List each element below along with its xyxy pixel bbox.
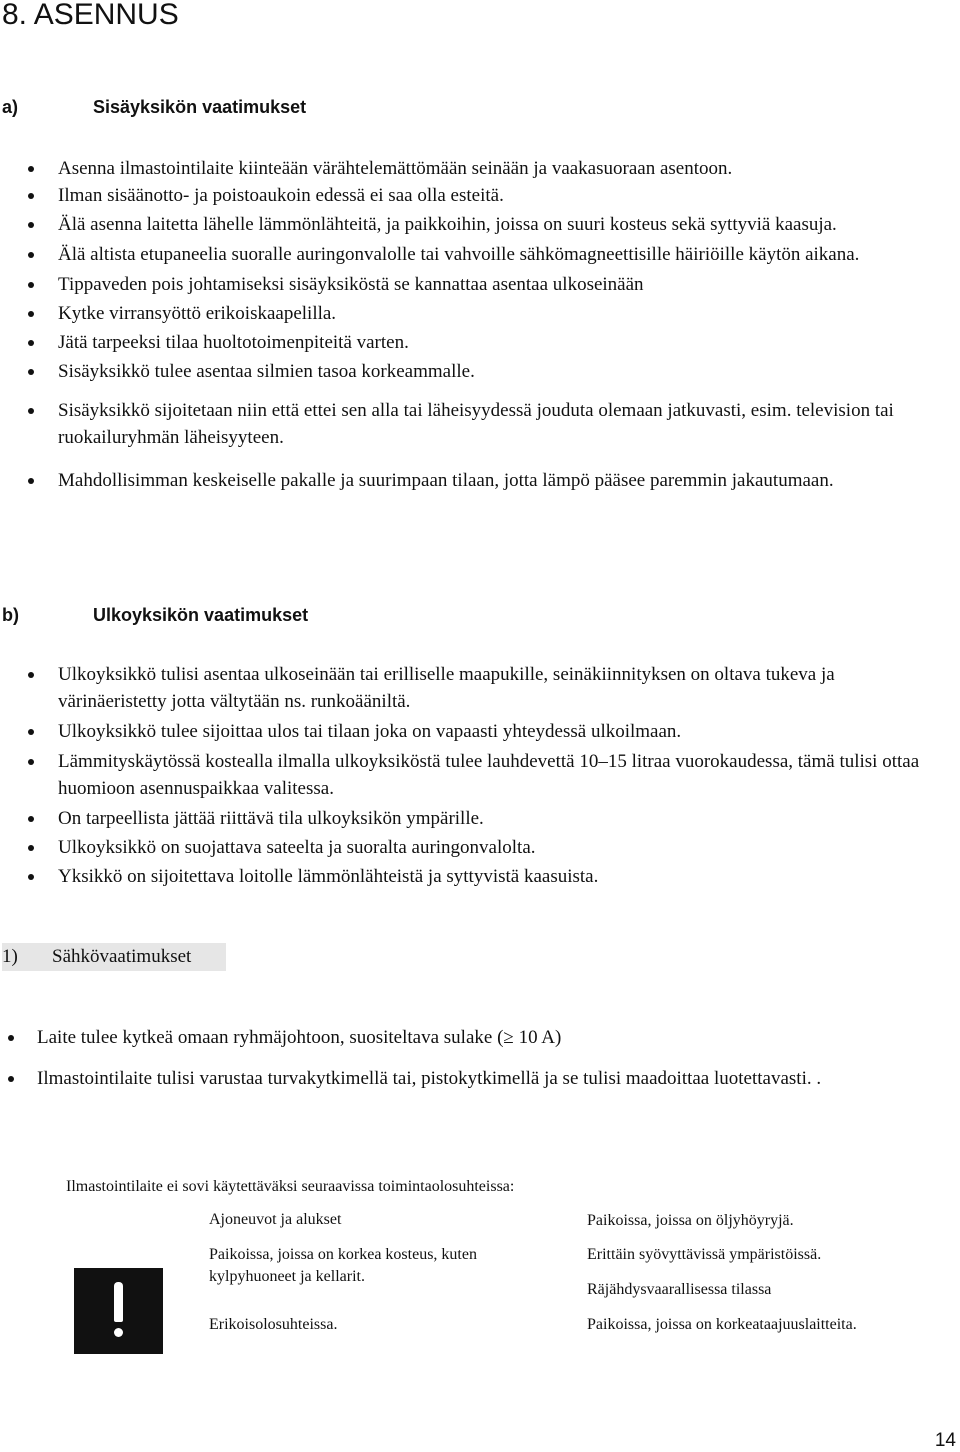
bullet-icon bbox=[8, 1035, 14, 1041]
bullet-icon bbox=[28, 311, 34, 317]
warning-left-item: Paikoissa, joissa on korkea kosteus, kuten kylpyhuoneet ja kellarit. bbox=[209, 1246, 477, 1285]
list-item: Ilmastointilaite tulisi varustaa turvakytkimellä tai, pistokytkimellä ja se tulisi maadoittaa luotettavasti. . bbox=[37, 1065, 917, 1092]
page-title: 8. ASENNUS bbox=[2, 0, 179, 31]
warning-right-item: Räjähdysvaarallisessa tilassa bbox=[587, 1281, 772, 1298]
list-item: On tarpeellista jättää riittävä tila ulkoyksikön ympärille. bbox=[58, 805, 938, 832]
section-b-title: Ulkoyksikön vaatimukset bbox=[93, 605, 309, 625]
section-1-list bbox=[37, 1024, 917, 1092]
bullet-icon bbox=[28, 282, 34, 288]
list-item: Sisäyksikkö sijoitetaan niin että ettei sen alla tai läheisyydessä jouduta olemaan jatkuvasti, esim. television tai ruokailuryhmän läheisyyteen. bbox=[58, 397, 938, 451]
electrical-requirements-heading bbox=[2, 943, 226, 971]
list-item: Jätä tarpeeksi tilaa huoltotoimenpiteitä varten. bbox=[58, 329, 938, 356]
list-item: Ulkoyksikkö tulee sijoittaa ulos tai tilaan joka on vapaasti yhteydessä ulkoilmaan. bbox=[58, 718, 938, 745]
bullet-icon bbox=[28, 478, 34, 484]
warning-left-item: Erikoisolosuhteissa. bbox=[209, 1316, 338, 1333]
exclamation-icon bbox=[74, 1268, 163, 1354]
bullet-icon bbox=[28, 845, 34, 851]
bullet-icon bbox=[28, 729, 34, 735]
list-item: Ilman sisäänotto- ja poistoaukoin edessä ei saa olla esteitä. bbox=[58, 182, 938, 209]
bullet-icon bbox=[28, 408, 34, 414]
list-item: Älä altista etupaneelia suoralle auringonvalolle tai vahvoille sähkömagneettisille häiriöille käytön aikana. bbox=[58, 241, 938, 268]
list-item: Mahdollisimman keskeiselle pakalle ja suurimpaan tilaan, jotta lämpö pääsee paremmin jakautumaan. bbox=[58, 467, 938, 494]
list-item: Laite tulee kytkeä omaan ryhmäjohtoon, suositeltava sulake (≥ 10 A) bbox=[37, 1024, 917, 1051]
list-item: Kytke virransyöttö erikoiskaapelilla. bbox=[58, 300, 938, 327]
list-item: Yksikkö on sijoitettava loitolle lämmönlähteistä ja syttyvistä kaasuista. bbox=[58, 863, 938, 890]
bullet-icon bbox=[28, 672, 34, 678]
bullet-icon bbox=[8, 1076, 14, 1082]
list-item: Tippaveden pois johtamiseksi sisäyksiköstä se kannattaa asentaa ulkoseinään bbox=[58, 271, 938, 298]
list-item: Ulkoyksikkö tulisi asentaa ulkoseinään tai erilliselle maapukille, seinäkiinnityksen on oltava tukeva ja värinäeristetty jotta vältytään ns. runkoääniltä. bbox=[58, 661, 938, 715]
section-a-title: Sisäyksikön vaatimukset bbox=[93, 97, 307, 117]
bullet-icon bbox=[28, 369, 34, 375]
list-item: Asenna ilmastointilaite kiinteään värähtelemättömään seinään ja vaakasuoraan asentoon. bbox=[58, 155, 938, 182]
warning-right-item: Erittäin syövyttävissä ympäristöissä. bbox=[587, 1246, 822, 1263]
list-item: Sisäyksikkö tulee asentaa silmien tasoa korkeammalle. bbox=[58, 358, 938, 385]
list-item: Älä asenna laitetta lähelle lämmönlähteitä, ja paikkoihin, joissa on suuri kosteus sekä syttyviä kaasuja. bbox=[58, 211, 938, 238]
bullet-icon bbox=[28, 252, 34, 258]
heading-title: Sähkövaatimukset bbox=[52, 946, 192, 967]
heading-number: 1) bbox=[2, 946, 18, 967]
section-b-letter: b) bbox=[2, 605, 19, 625]
bullet-icon bbox=[28, 222, 34, 228]
bullet-icon bbox=[28, 759, 34, 765]
section-a-list bbox=[58, 155, 938, 494]
bullet-icon bbox=[28, 166, 34, 172]
list-item: Ulkoyksikkö on suojattava sateelta ja suoralta auringonvalolta. bbox=[58, 834, 938, 861]
list-item: Lämmityskäytössä kostealla ilmalla ulkoyksiköstä tulee lauhdevettä 10–15 litraa vuorokaudessa, tämä tulisi ottaa huomioon asennuspaikkaa valitessa. bbox=[58, 748, 938, 802]
bullet-icon bbox=[28, 340, 34, 346]
bullet-icon bbox=[28, 874, 34, 880]
exclamation-stroke bbox=[114, 1282, 123, 1322]
warning-left-item: Ajoneuvot ja alukset bbox=[209, 1211, 342, 1228]
warning-heading: Ilmastointilaite ei sovi käytettäväksi seuraavissa toimintaolosuhteissa: bbox=[66, 1178, 515, 1195]
section-b-list bbox=[58, 661, 938, 890]
warning-right-item: Paikoissa, joissa on korkeataajuuslaitteita. bbox=[587, 1316, 857, 1333]
bullet-icon bbox=[28, 816, 34, 822]
section-a-letter: a) bbox=[2, 97, 19, 117]
page-number: 14 bbox=[934, 1430, 956, 1451]
bullet-icon bbox=[28, 193, 34, 199]
exclamation-dot bbox=[114, 1328, 123, 1337]
warning-right-item: Paikoissa, joissa on öljyhöyryjä. bbox=[587, 1212, 794, 1229]
